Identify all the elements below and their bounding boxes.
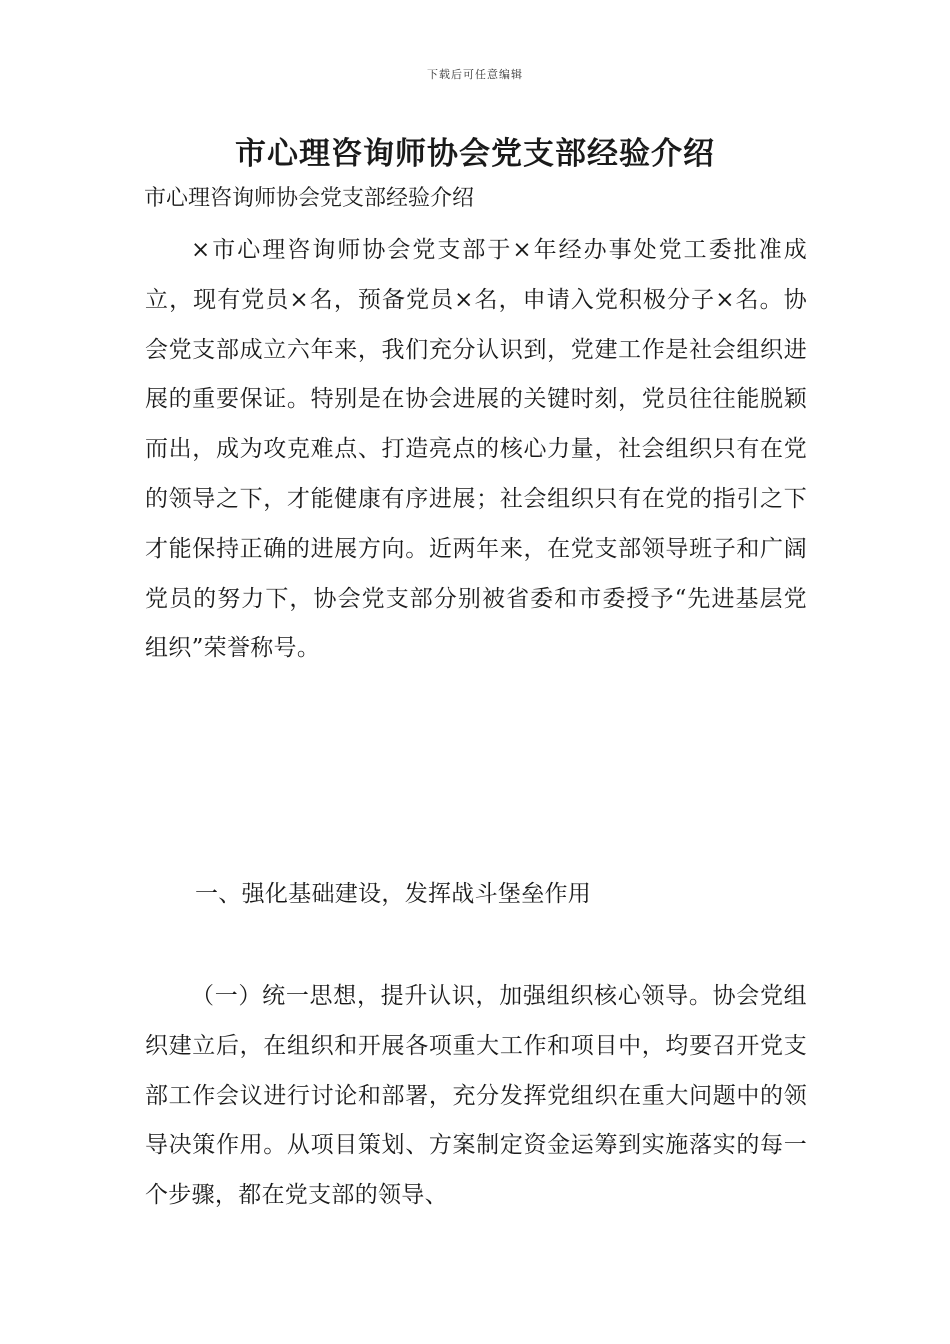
header-note: 下载后可任意编辑 [427, 68, 523, 81]
section-paragraph: （一）统一思想，提升认识，加强组织核心领导。协会党组织建立后，在组织和开展各项重大工作和项目中，均要召开党支部工作会议进行讨论和部署，充分发挥党组织在重大问题中的领导决策作用。从项目策划、方案制定资金运筹到实施落实的每一个步骤，都在党支部的领导、 [145, 983, 807, 1209]
intro-paragraph: ×市心理咨询师协会党支部于×年经办事处党工委批准成立，现有党员×名，预备党员×名，申请入党积极分子×名。协会党支部成立六年来，我们充分认识到，党建工作是社会组织进展的重要保证。特别是在协会进展的关键时刻，党员往往能脱颖而出，成为攻克难点、打造亮点的核心力量，社会组织只有在党的领导之下，才能健康有序进展；社会组织只有在党的指引之下才能保持正确的进展方向。近两年来，在党支部领导班子和广阔党员的努力下，协会党支部分别被省委和市委授予“先进基层党组织”荣誉称号。 [145, 237, 807, 662]
section-heading: 一、强化基础建设，发挥战斗堡垒作用 [195, 881, 592, 907]
document-subtitle: 市心理咨询师协会党支部经验介绍 [144, 186, 475, 211]
document-title: 市心理咨询师协会党支部经验介绍 [235, 136, 715, 172]
